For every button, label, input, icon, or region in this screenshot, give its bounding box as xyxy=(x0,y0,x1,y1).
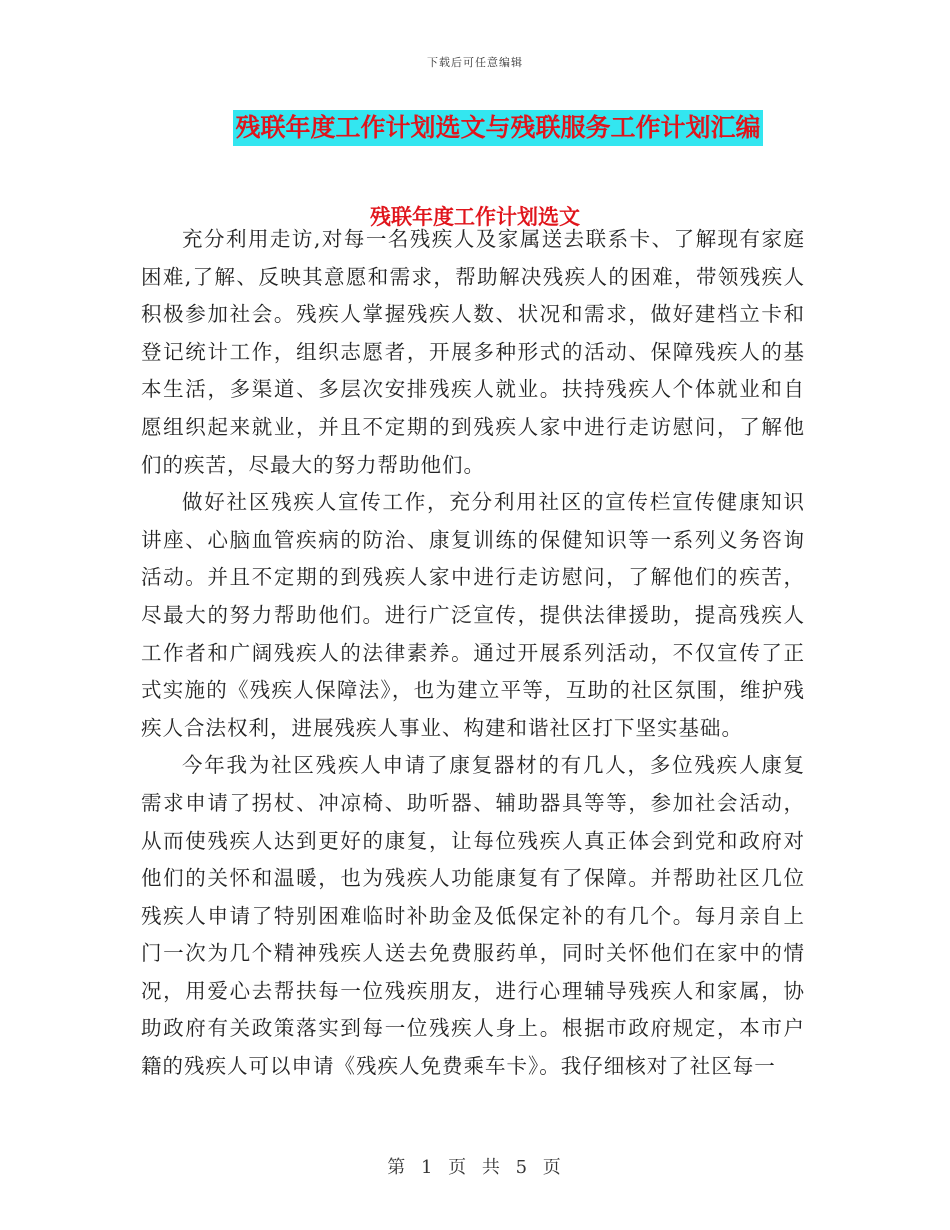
page-footer xyxy=(0,1153,950,1179)
footer-page-current: 1 xyxy=(420,1157,435,1178)
footer-page-total: 5 xyxy=(515,1157,530,1178)
paragraph-2: 做好社区残疾人宣传工作，充分利用社区的宣传栏宣传健康知识讲座、心脑血管疾病的防治、康复训练的保健知识等一系列义务咨询活动。并且不定期的到残疾人家中进行走访慰问，了解他们的疾苦，尽最大的努力帮助他们。进行广泛宣传，提供法律援助，提高残疾人工作者和广阔残疾人的法律素养。通过开展系列活动，不仅宣传了正式实施的《残疾人保障法》，也为建立平等，互助的社区氛围，维护残疾人合法权利，进展残疾人事业、构建和谐社区打下坚实基础。 xyxy=(141,490,805,740)
footer-mid: 页 xyxy=(448,1157,469,1178)
main-title-container xyxy=(0,110,950,146)
document-main-title: 残联年度工作计划选文与残联服务工作计划汇编 xyxy=(233,110,762,146)
footer-total-prefix: 共 xyxy=(481,1157,502,1178)
paragraph-1: 充分利用走访,对每一名残疾人及家属送去联系卡、了解现有家庭困难,了解、反映其意愿和需求，帮助解决残疾人的困难，带领残疾人积极参加社会。残疾人掌握残疾人数、状况和需求，做好建档立卡和登记统计工作，组织志愿者，开展多种形式的活动、保障残疾人的基本生活，多渠道、多层次安排残疾人就业。扶持残疾人个体就业和自愿组织起来就业，并且不定期的到残疾人家中进行走访慰问，了解他们的疾苦，尽最大的努力帮助他们。 xyxy=(141,227,805,477)
footer-suffix: 页 xyxy=(542,1157,563,1178)
section-title: 残联年度工作计划选文 xyxy=(370,204,580,229)
footer-prefix: 第 xyxy=(387,1157,408,1178)
page-header-note: 下载后可任意编辑 xyxy=(427,56,523,69)
paragraph-3: 今年我为社区残疾人申请了康复器材的有几人，多位残疾人康复需求申请了拐杖、冲凉椅、助听器、辅助器具等等，参加社会活动，从而使残疾人达到更好的康复，让每位残疾人真正体会到党和政府对他们的关怀和温暖，也为残疾人功能康复有了保障。并帮助社区几位残疾人申请了特别困难临时补助金及低保定补的有几个。每月亲自上门一次为几个精神残疾人送去免费服药单，同时关怀他们在家中的情况，用爱心去帮扶每一位残疾朋友，进行心理辅导残疾人和家属，协助政府有关政策落实到每一位残疾人身上。根据市政府规定，本市户籍的残疾人可以申请《残疾人免费乘车卡》。我仔细核对了社区每一 xyxy=(141,753,805,1079)
document-body xyxy=(141,221,805,1086)
